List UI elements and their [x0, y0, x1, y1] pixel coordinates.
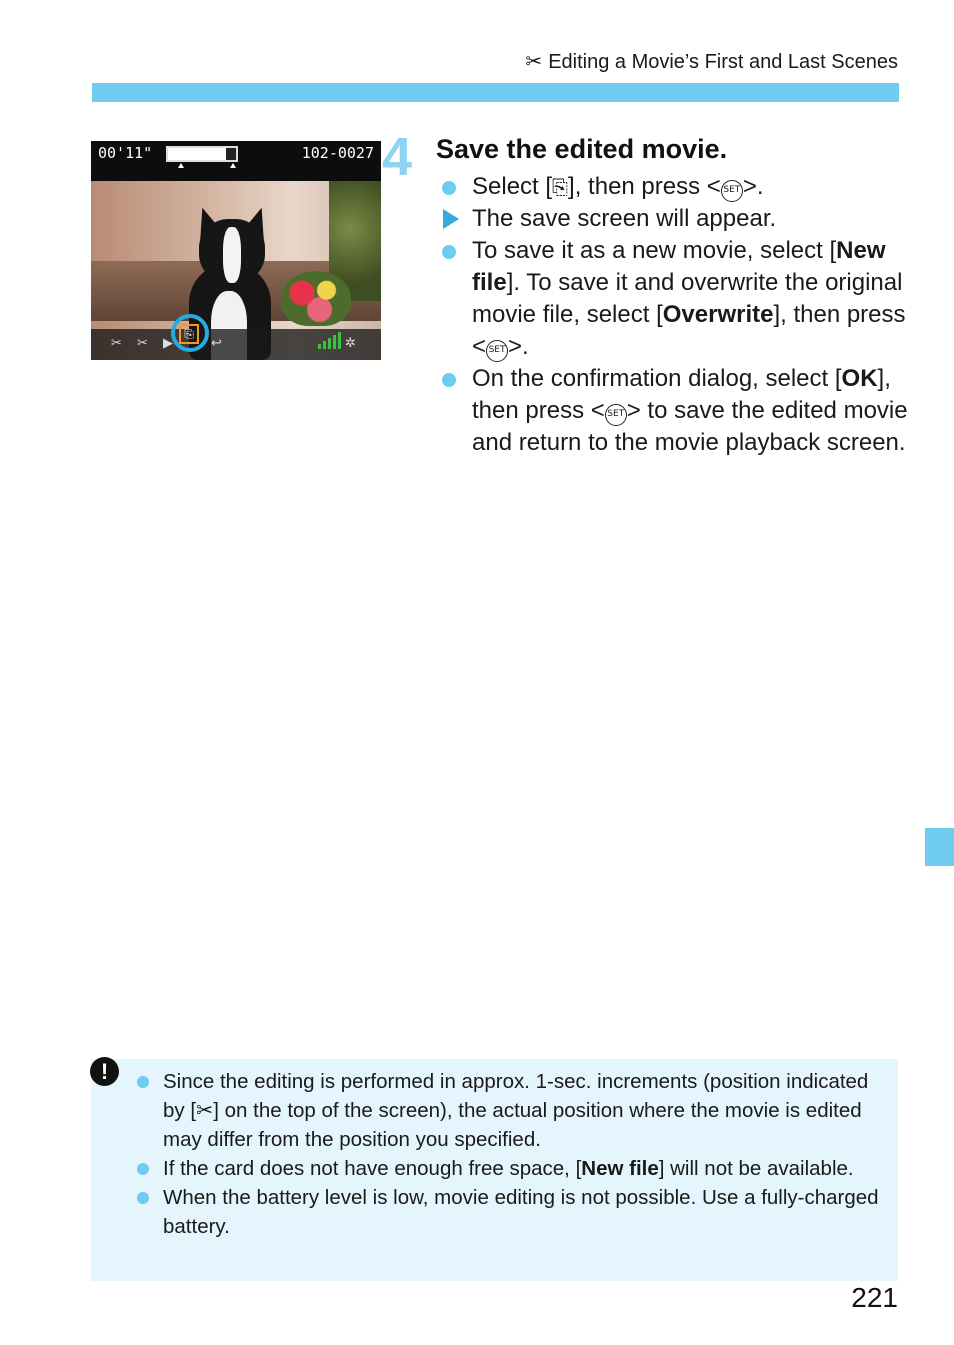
header-bar	[92, 83, 899, 102]
caution-item-battery: When the battery level is low, movie editing is not possible. Use a fully-charged battery.	[135, 1183, 885, 1241]
step-item-select-save: Select [⎘], then press < SET >.	[440, 171, 910, 203]
start-marker-icon	[178, 163, 184, 168]
bullet-icon	[137, 1163, 149, 1175]
set-button-icon: SET	[486, 340, 508, 362]
bullet-icon	[442, 373, 456, 387]
step-item-result: The save screen will appear.	[440, 203, 910, 235]
screen-topbar	[91, 141, 381, 181]
caution-list	[135, 1067, 885, 1241]
scissors-icon: ✂	[196, 1099, 214, 1122]
camera-screen-illustration	[91, 141, 381, 360]
step-number: 4	[382, 127, 413, 187]
bullet-icon	[442, 181, 456, 195]
step-item-confirm: On the confirmation dialog, select [OK], then press < SET > to save the edited movie and return to the movie playback screen.	[440, 363, 910, 459]
file-number: 102-0027	[301, 144, 374, 162]
cut-beginning-icon: ✂	[111, 336, 122, 351]
step-heading: Save the edited movie.	[436, 134, 728, 164]
end-marker-icon	[230, 163, 236, 168]
exit-icon: ↩	[211, 336, 222, 351]
result-arrow-icon	[443, 209, 459, 229]
scene-flowers	[281, 271, 351, 326]
bullet-icon	[137, 1192, 149, 1204]
step-instructions	[440, 171, 910, 459]
chapter-tab	[925, 828, 954, 866]
cut-end-icon: ✂	[137, 336, 148, 351]
running-header	[525, 49, 898, 74]
dog-blaze	[223, 227, 241, 283]
dial-icon: ✲	[345, 336, 356, 351]
scissors-icon: ✂	[525, 51, 543, 73]
bullet-icon	[442, 245, 456, 259]
save-icon: ⎘	[552, 175, 569, 199]
playback-time: 00'11"	[98, 144, 153, 162]
caution-item-increments: Since the editing is performed in approx. 1-sec. increments (position indicated by [✂] on the top of the screen), the actual position where the movie is edited may differ from the position you specified.	[135, 1067, 885, 1154]
set-button-icon: SET	[721, 180, 743, 202]
volume-icon	[318, 331, 342, 349]
caution-icon: !	[90, 1057, 119, 1086]
page-number: 221	[851, 1282, 898, 1313]
play-icon: ▶	[163, 336, 173, 351]
edit-progress-bar	[166, 146, 238, 162]
set-button-icon: SET	[605, 404, 627, 426]
edit-progress-fill	[168, 148, 226, 160]
caution-item-free-space: If the card does not have enough free space, [New file] will not be available.	[135, 1154, 885, 1183]
step-item-new-or-overwrite: To save it as a new movie, select [New file]. To save it and overwrite the original movie file, select [Overwrite], then press < SET >.	[440, 235, 910, 363]
bullet-icon	[137, 1076, 149, 1088]
header-title-text: Editing a Movie’s First and Last Scenes	[548, 51, 898, 73]
save-icon: ⎘	[179, 324, 199, 344]
